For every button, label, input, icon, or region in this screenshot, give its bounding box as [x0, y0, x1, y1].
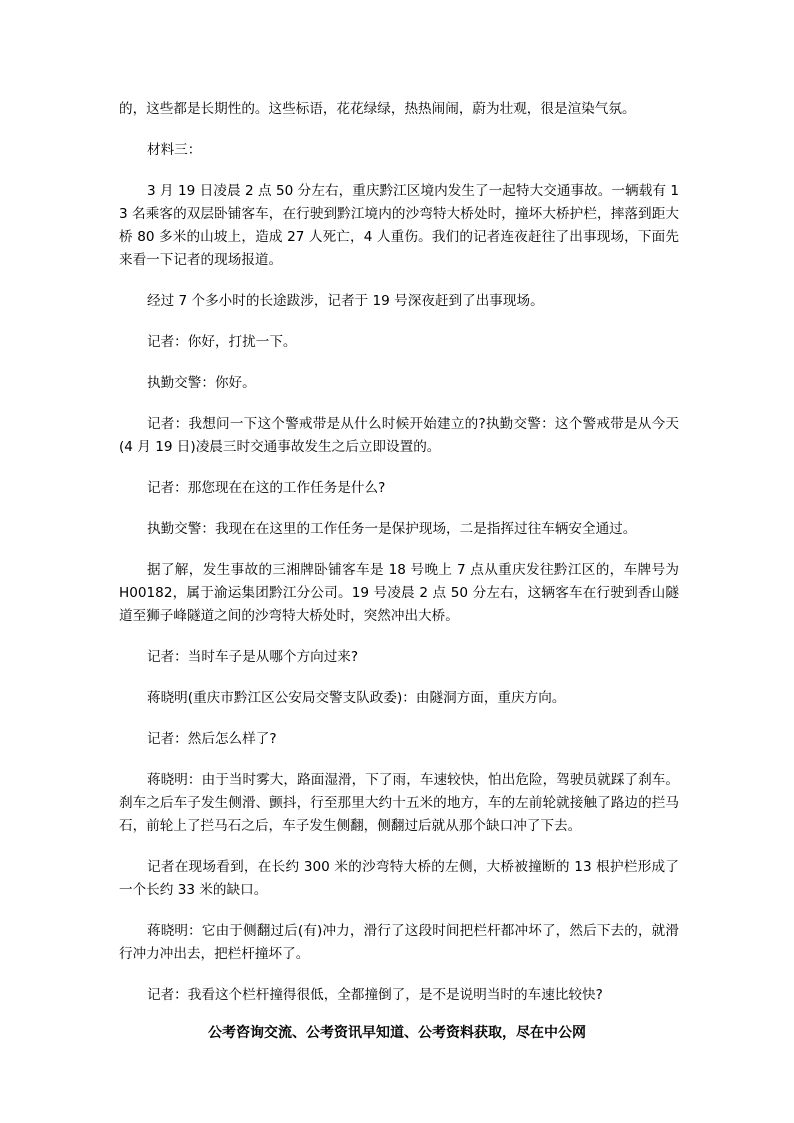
- paragraph-16: 蒋晓明：它由于侧翻过后(有)冲力，滑行了这段时间把栏杆都冲坏了，然后下去的，就滑行冲力冲出去，把栏杆撞坏了。: [119, 923, 679, 962]
- section-heading: 材料三：: [147, 142, 202, 158]
- paragraph-1: 的，这些都是长期性的。这些标语，花花绿绿，热热闹闹，蔚为壮观，很是渲染气氛。: [119, 101, 636, 117]
- page-footer: 公考咨询交流、公考资讯早知道、公考资料获取，尽在中公网: [208, 1025, 586, 1041]
- paragraph-3: 3 月 19 日凌晨 2 点 50 分左右，重庆黔江区境内发生了一起特大交通事故。一辆载有 13 名乘客的双层卧铺客车，在行驶到黔江境内的沙弯特大桥处时，撞坏大桥护栏，摔落到距大桥 80 多米的山坡上，造成 27 人死亡，4 人重伤。我们的记者连夜赶往了出事现场，下面先来看一下记者的现场报道。: [119, 183, 679, 268]
- paragraph-15: 记者在现场看到，在长约 300 米的沙弯特大桥的左侧，大桥被撞断的 13 根护栏形成了一个长约 33 米的缺口。: [119, 859, 679, 898]
- document-body: [119, 98, 679, 1025]
- paragraph-11: 记者：当时车子是从哪个方向过来?: [147, 649, 359, 665]
- paragraph-10: 据了解，发生事故的三湘牌卧铺客车是 18 号晚上 7 点从重庆发往黔江区的，车牌号为 H00182，属于渝运集团黔江分公司。19 号凌晨 2 点 50 分左右，这辆客车在行驶到香山隧道至狮子峰隧道之间的沙弯特大桥处时，突然冲出大桥。: [119, 562, 679, 624]
- paragraph-17: 记者：我看这个栏杆撞得很低，全都撞倒了，是不是说明当时的车速比较快?: [147, 987, 603, 1003]
- paragraph-7: 记者：我想问一下这个警戒带是从什么时候开始建立的?执勤交警：这个警戒带是从今天(4 月 19 日)凌晨三时交通事故发生之后立即设置的。: [119, 416, 679, 455]
- paragraph-6: 执勤交警：你好。: [147, 375, 256, 391]
- paragraph-8: 记者：那您现在在这的工作任务是什么?: [147, 480, 386, 496]
- paragraph-12: 蒋晓明(重庆市黔江区公安局交警支队政委)：由隧洞方面，重庆方向。: [147, 690, 566, 706]
- paragraph-5: 记者：你好，打扰一下。: [147, 334, 297, 350]
- paragraph-9: 执勤交警：我现在在这里的工作任务一是保护现场，二是指挥过往车辆安全通过。: [147, 521, 637, 537]
- paragraph-13: 记者：然后怎么样了?: [147, 731, 277, 747]
- paragraph-14: 蒋晓明：由于当时雾大，路面湿滑，下了雨，车速较快，怕出危险，驾驶员就踩了刹车。刹车之后车子发生侧滑、颤抖，行至那里大约十五米的地方，车的左前轮就接触了路边的拦马石，前轮上了拦马石之后，车子发生侧翻，侧翻过后就从那个缺口冲了下去。: [119, 772, 679, 834]
- paragraph-4: 经过 7 个多小时的长途跋涉，记者于 19 号深夜赶到了出事现场。: [147, 293, 544, 309]
